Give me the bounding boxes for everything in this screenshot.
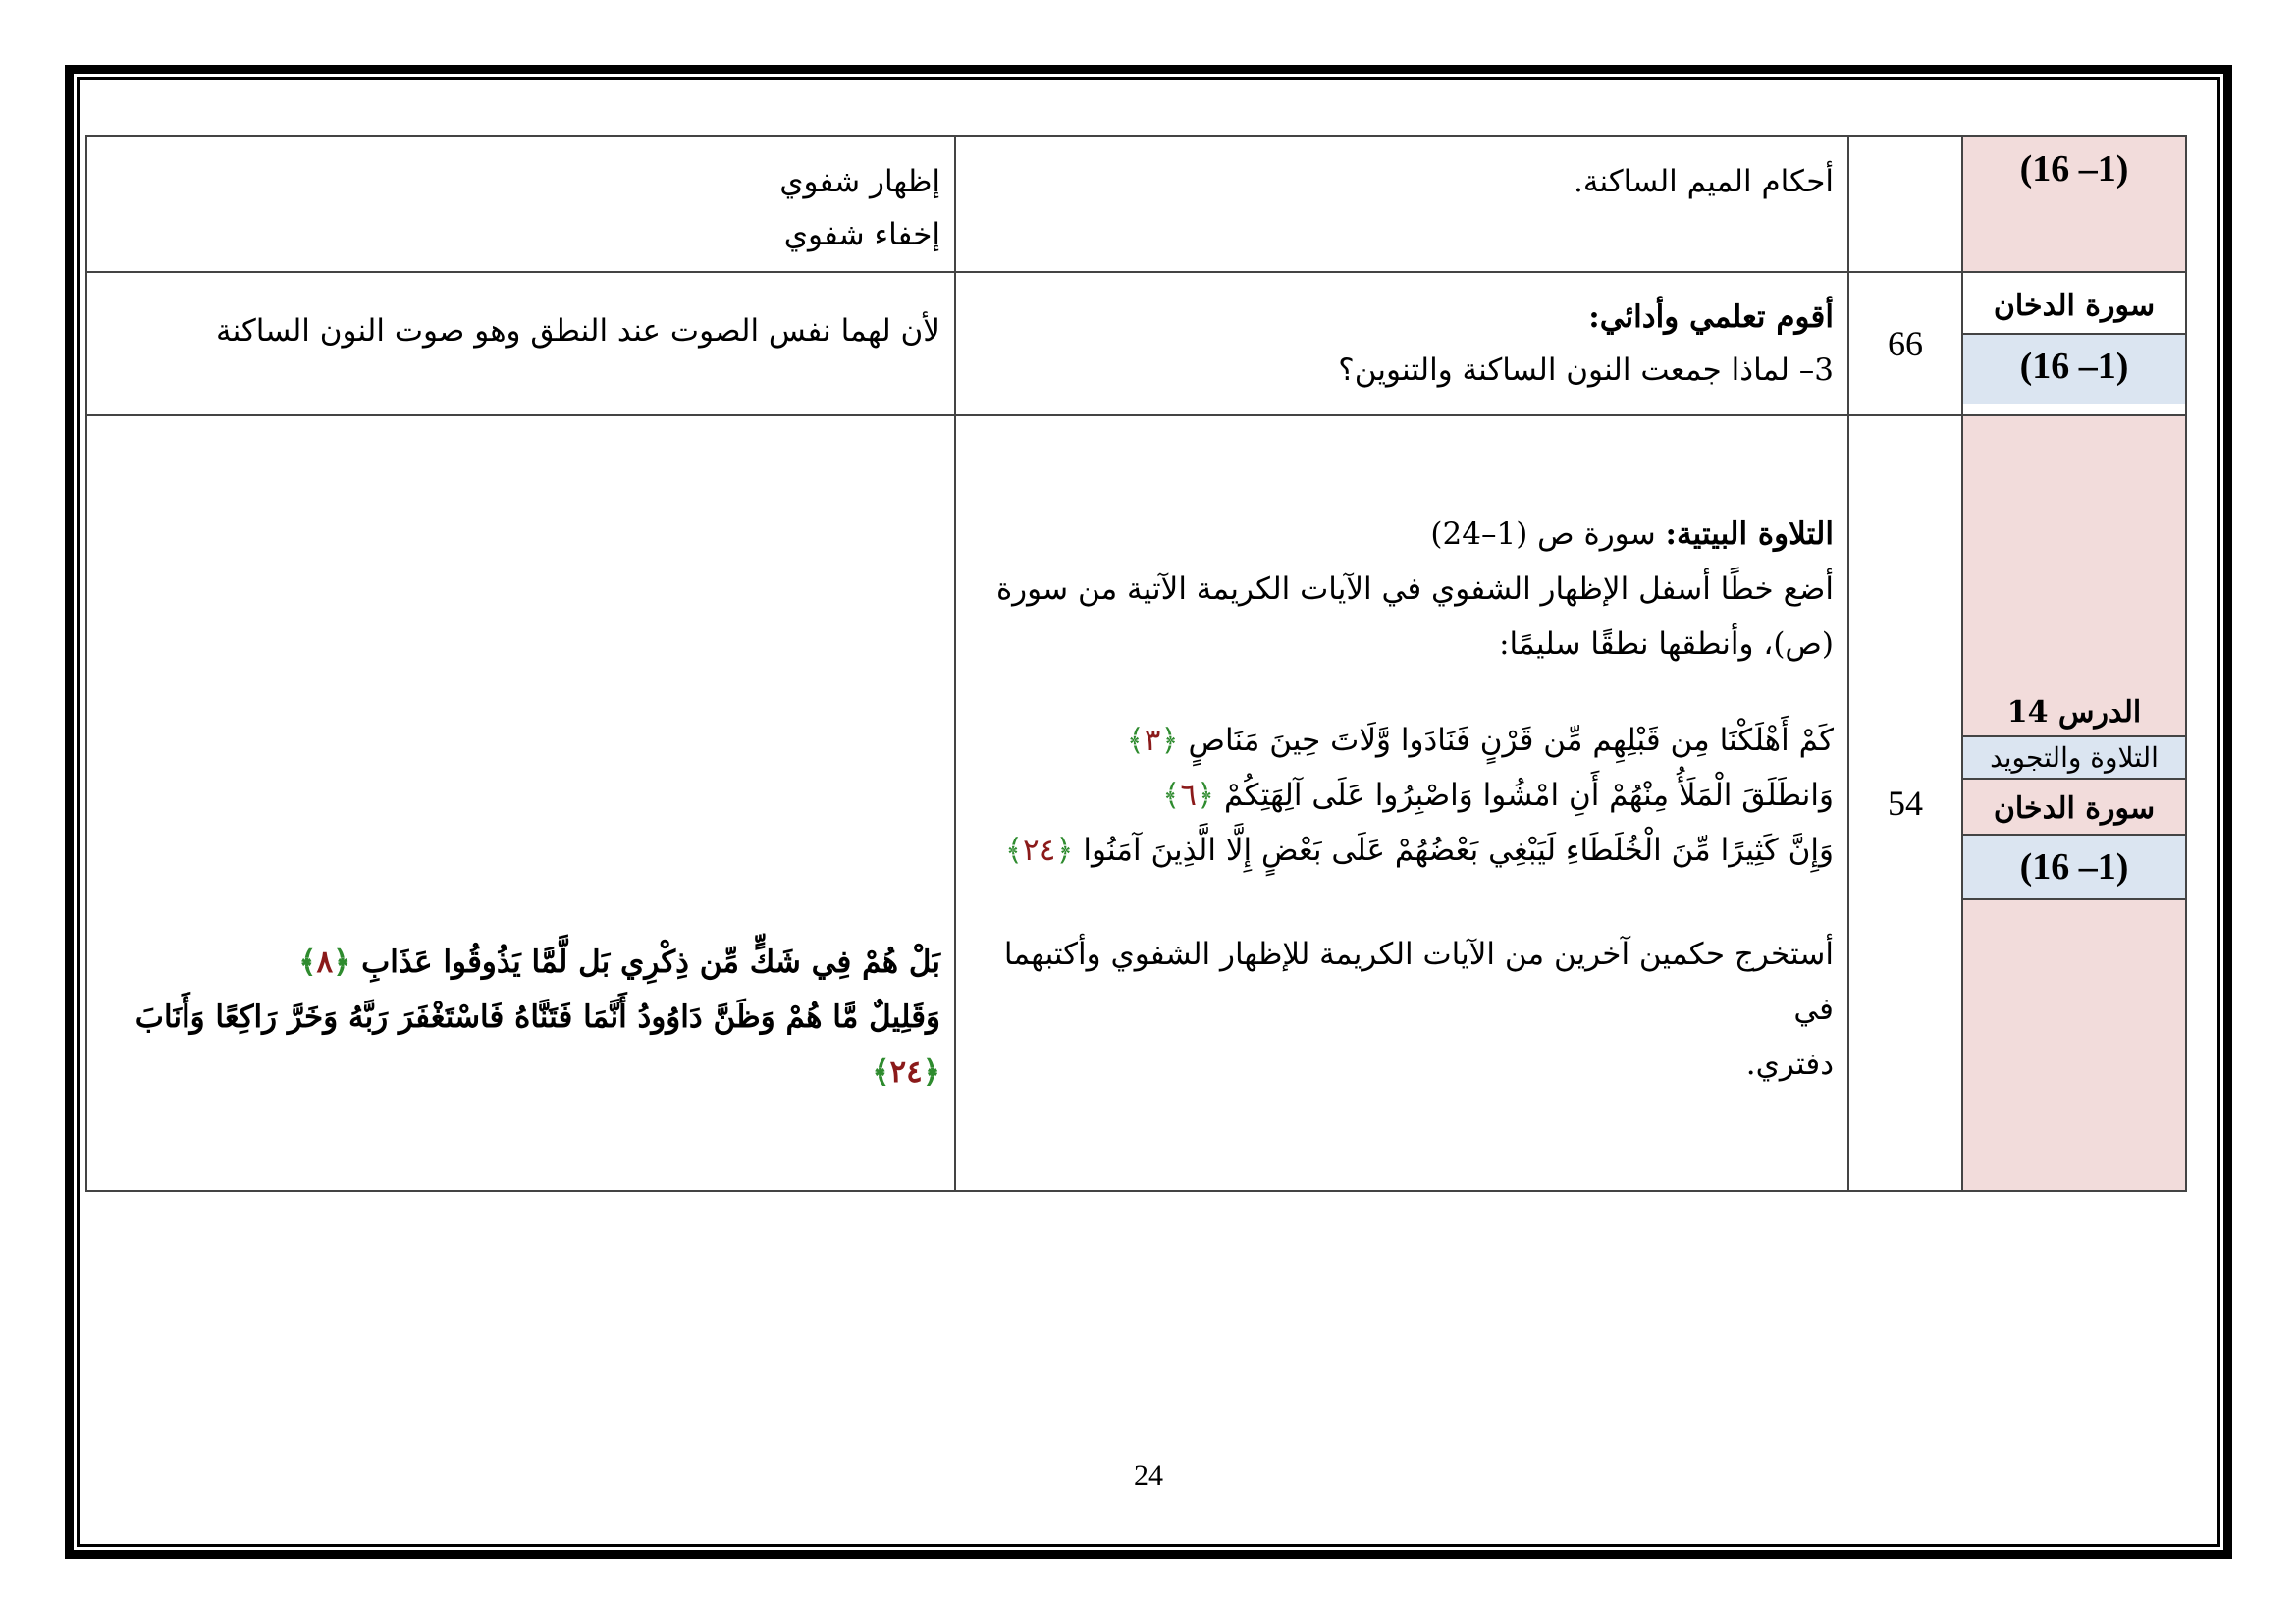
- lesson-number: الدرس 14: [2006, 695, 2142, 730]
- answer-verse-line: [101, 990, 940, 1045]
- aya-bracket-icon: ﴿: [1197, 778, 1215, 813]
- cell-spacer: [1963, 416, 2185, 683]
- aya-bracket-icon: ﴿: [333, 945, 351, 980]
- answer-verse-line: [101, 935, 940, 990]
- aya-number: ٢٤: [1023, 833, 1056, 868]
- aya-bracket-icon: ﴿: [1160, 723, 1179, 758]
- content-cell: [955, 415, 1848, 1191]
- table-row: [86, 272, 2186, 415]
- aya-bracket-icon: ﴾: [872, 1055, 890, 1090]
- lesson-cell: [1962, 272, 2186, 415]
- line-spacer: [970, 672, 1834, 713]
- answer-cell: [86, 272, 955, 415]
- aya-bracket-icon: ﴿: [1055, 833, 1074, 868]
- sura-name: سورة الدخان: [1993, 791, 2156, 826]
- page-number: 24: [1134, 1459, 1163, 1491]
- extract-line: دفتري.: [1745, 1047, 1834, 1082]
- aya-bracket-icon: ﴿: [922, 1055, 940, 1090]
- lesson-cell: [1962, 415, 2186, 1191]
- aya-number: ٣: [1144, 723, 1161, 758]
- section-heading: أقوم تعلمي وأدائي:: [1588, 299, 1834, 335]
- page-ref: 54: [1888, 784, 1923, 823]
- aya-bracket-icon: ﴾: [1004, 833, 1024, 868]
- page-ref-cell: [1848, 415, 1962, 1191]
- home-recitation: [970, 507, 1834, 562]
- answer-line: إخفاء شفوي: [783, 217, 940, 252]
- instruction-line: (ص)، وأنطقها نطقًا سليمًا:: [1499, 626, 1834, 662]
- verse-line: [970, 823, 1834, 878]
- lesson-table: [85, 135, 2187, 1192]
- aya-bracket-icon: ﴾: [298, 945, 317, 980]
- aya-number: ٨: [316, 945, 334, 980]
- answer-line: إظهار شفوي: [779, 164, 940, 199]
- aya-bracket-icon: ﴾: [1162, 778, 1181, 813]
- page-ref-cell: [1848, 136, 1962, 272]
- answer-verse-line: [101, 1045, 940, 1100]
- verse-line: [970, 768, 1834, 823]
- table-row: [86, 136, 2186, 272]
- aya-number: ٢٤: [889, 1055, 923, 1090]
- home-recitation-text: سورة ص (1–24): [1430, 516, 1656, 552]
- verse-range: (1– 16): [2019, 148, 2129, 189]
- line-spacer: [970, 878, 1834, 927]
- verse-range: (1– 16): [1963, 333, 2185, 404]
- verse-range: (1– 16): [1963, 834, 2185, 900]
- aya-bracket-icon: ﴾: [1126, 723, 1145, 758]
- answer-text: لأن لهما نفس الصوت عند النطق وهو صوت النون الساكنة: [216, 313, 940, 349]
- lesson-cell: [1962, 136, 2186, 272]
- question-text: 3– لماذا جمعت النون الساكنة والتنوين؟: [1338, 352, 1834, 388]
- aya-number: ٦: [1180, 778, 1197, 813]
- answer-cell: [86, 136, 955, 272]
- answer-cell: [86, 415, 955, 1191]
- home-recitation-label: التلاوة البيتية:: [1665, 516, 1834, 552]
- verse-text: كَمْ أَهْلَكْنَا مِن قَبْلِهِم مِّن قَرْنٍ فَنَادَوا وَّلَاتَ حِينَ مَنَاصٍ: [1178, 723, 1834, 758]
- verse-text: وَانطَلَقَ الْمَلَأُ مِنْهُمْ أَنِ امْشُوا وَاصْبِرُوا عَلَى آلِهَتِكُمْ: [1214, 778, 1834, 813]
- answer-verse-text: وَقَلِيلٌ مَّا هُمْ وَظَنَّ دَاوُودُ أَنَّمَا فَتَنَّاهُ فَاسْتَغْفَرَ رَبَّهُ وَخَرَّ رَاكِعًا وَأَنَابَ: [134, 1000, 940, 1035]
- subject-label: التلاوة والتجويد: [1963, 735, 2185, 780]
- table-row: [86, 415, 2186, 1191]
- verse-line: [970, 713, 1834, 768]
- content-cell: [955, 136, 1848, 272]
- sura-name: سورة الدخان: [1963, 273, 2185, 333]
- page-ref: 66: [1888, 324, 1923, 363]
- verse-text: وَإِنَّ كَثِيرًا مِّنَ الْخُلَطَاءِ لَيَبْغِي بَعْضُهُمْ عَلَى بَعْضٍ إِلَّا الَّذِينَ آمَنُوا: [1073, 833, 1834, 868]
- answer-verse-text: بَلْ هُمْ فِي شَكٍّ مِّن ذِكْرِي بَل لَّمَّا يَذُوقُوا عَذَابِ: [350, 945, 940, 980]
- instruction-line: أضع خطًا أسفل الإظهار الشفوي في الآيات الكريمة الآتية من سورة: [995, 571, 1834, 607]
- page-ref-cell: [1848, 272, 1962, 415]
- extract-line: أستخرج حكمين آخرين من الآيات الكريمة للإظهار الشفوي وأكتبهما في: [1003, 937, 1834, 1027]
- content-cell: [955, 272, 1848, 415]
- content-text: أحكام الميم الساكنة.: [1574, 164, 1834, 199]
